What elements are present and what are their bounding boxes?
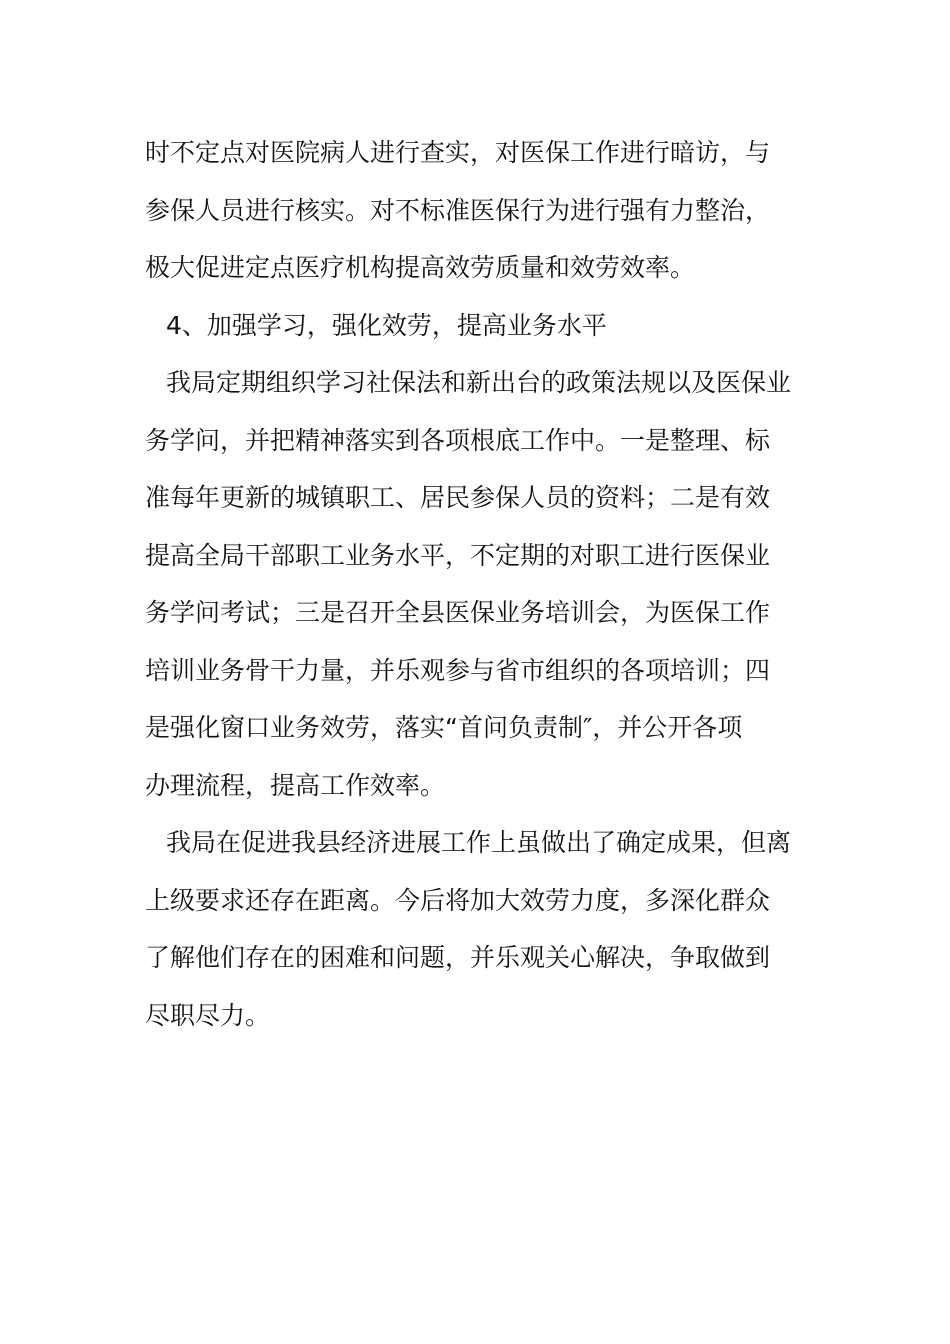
text-line: 务学问考试；三是召开全县医保业务培训会，为医保工作 — [145, 598, 771, 627]
text-line: 上级要求还存在距离。今后将加大效劳力度，多深化群众 — [145, 885, 771, 915]
paragraph-start-line: 我局在促进我县经济进展工作上虽做出了确定成果，但离 — [166, 828, 792, 857]
text-line: 办理流程，提高工作效率。 — [145, 770, 446, 800]
text-line: 尽职尽力。 — [145, 1000, 271, 1030]
text-line: 时不定点对医院病人进行查实，对医保工作进行暗访，与 — [145, 138, 771, 167]
paragraph-start-line: 我局定期组织学习社保法和新出台的政策法规以及医保业 — [166, 368, 792, 397]
text-line: 是强化窗口业务效劳，落实“首问负责制″，并公开各项 — [145, 713, 743, 742]
text-line: 准每年更新的城镇职工、居民参保人员的资料；二是有效 — [145, 483, 771, 512]
document-body — [145, 124, 809, 1044]
text-line: 了解他们存在的困难和问题，并乐观关心解决，争取做到 — [145, 943, 771, 972]
text-line: 提高全局干部职工业务水平，不定期的对职工进行医保业 — [145, 540, 771, 570]
text-line: 参保人员进行核实。对不标准医保行为进行强有力整治， — [145, 195, 771, 225]
section-heading: 4、加强学习，强化效劳，提高业务水平 — [166, 310, 607, 340]
text-line: 极大促进定点医疗机构提高效劳质量和效劳效率。 — [145, 253, 696, 282]
text-line: 务学问，并把精神落实到各项根底工作中。一是整理、标 — [145, 425, 771, 455]
text-line: 培训业务骨干力量，并乐观参与省市组织的各项培训；四 — [145, 655, 771, 685]
